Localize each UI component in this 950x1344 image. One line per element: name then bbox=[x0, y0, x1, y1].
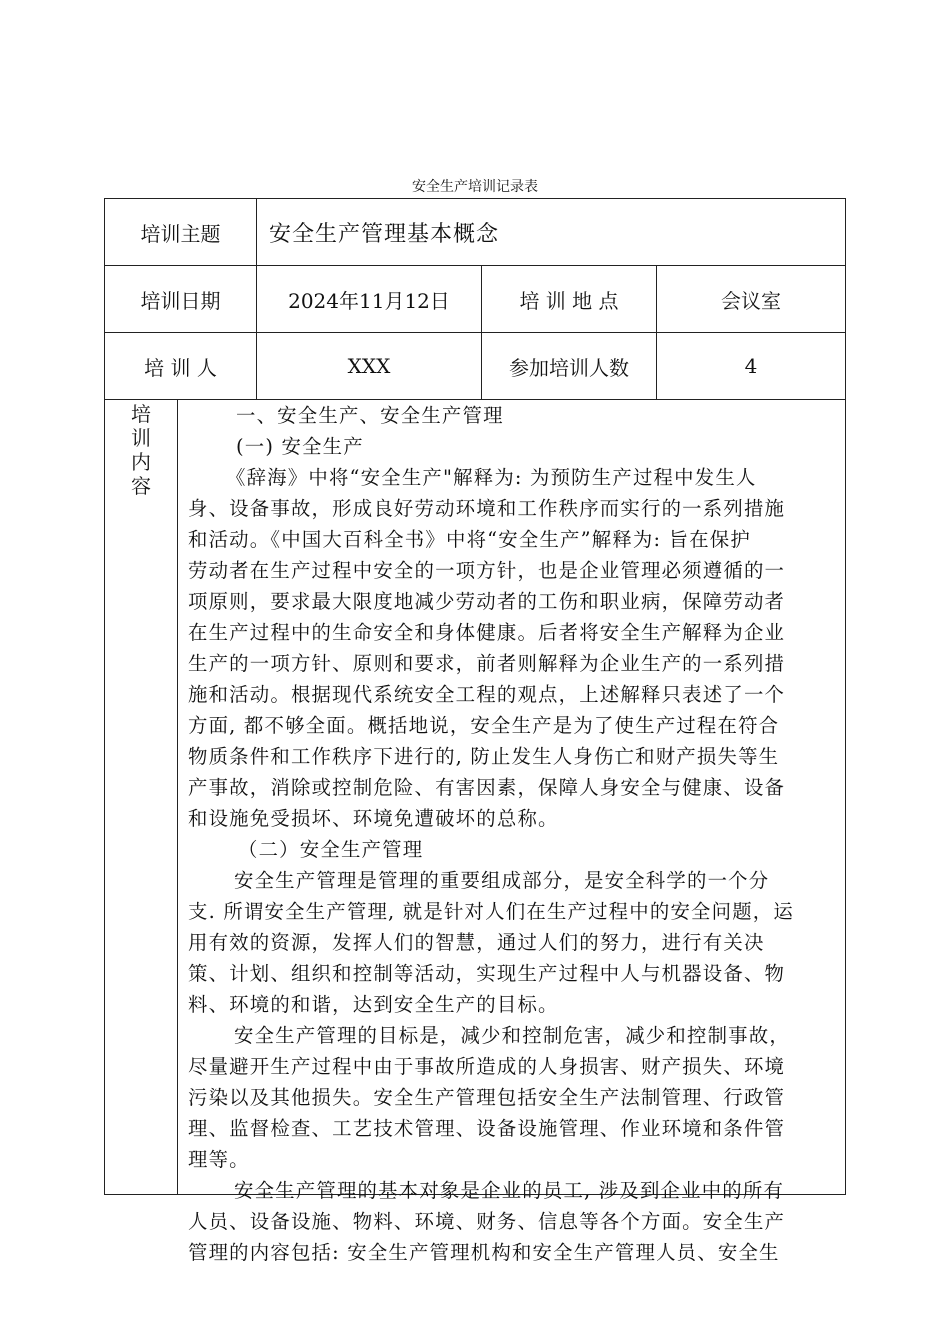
content-body bbox=[178, 400, 845, 1264]
date-label: 培训日期 bbox=[105, 266, 257, 332]
document-title: 安全生产培训记录表 bbox=[412, 179, 538, 195]
text-line: 物质条件和工作秩序下进行的, 防止发生人身伤亡和财产损失等生 bbox=[188, 745, 780, 768]
text-line: 用有效的资源，发挥人们的智慧，通过人们的努力，进行有关决 bbox=[188, 931, 765, 954]
text-line: 项原则，要求最大限度地减少劳动者的工伤和职业病，保障劳动者 bbox=[188, 590, 786, 613]
date-value: 2024年11月12日 bbox=[257, 266, 482, 332]
topic-value: 安全生产管理基本概念 bbox=[269, 221, 500, 247]
trainer-value: XXX bbox=[257, 333, 482, 399]
text-line: 理等。 bbox=[188, 1148, 250, 1171]
content-label-char: 训 bbox=[131, 426, 151, 450]
text-line: 污染以及其他损失。安全生产管理包括安全生产法制管理、行政管 bbox=[188, 1086, 786, 1109]
text-line: 安全生产管理的基本对象是企业的员工, 涉及到企业中的所有 bbox=[234, 1179, 785, 1202]
section-heading: 一、安全生产、安全生产管理 bbox=[236, 404, 504, 427]
row-date-location bbox=[105, 266, 845, 333]
subsection-heading: (一) 安全生产 bbox=[236, 435, 364, 458]
text-line: 身、设备事故，形成良好劳动环境和工作秩序而实行的一系列措施 bbox=[188, 497, 786, 520]
text-line: 人员、设备设施、物料、环境、财务、信息等各个方面。安全生产 bbox=[188, 1210, 786, 1233]
content-label bbox=[105, 400, 178, 1194]
text-line: 支. 所谓安全生产管理, 就是针对人们在生产过程中的安全问题，运 bbox=[188, 900, 794, 923]
text-line: 尽量避开生产过程中由于事故所造成的人身损害、财产损失、环境 bbox=[188, 1055, 786, 1078]
text-line: 安全生产管理是管理的重要组成部分，是安全科学的一个分 bbox=[234, 869, 770, 892]
text-line: 产事故，消除或控制危险、有害因素，保障人身安全与健康、设备 bbox=[188, 776, 786, 799]
content-label-char: 容 bbox=[131, 474, 151, 498]
text-line: 策、计划、组织和控制等活动，实现生产过程中人与机器设备、物 bbox=[188, 962, 786, 985]
subsection-heading: （二）安全生产管理 bbox=[238, 838, 424, 861]
text-line: 方面, 都不够全面。概括地说，安全生产是为了使生产过程在符合 bbox=[188, 714, 780, 737]
text-line: 在生产过程中的生命安全和身体健康。后者将安全生产解释为企业 bbox=[188, 621, 786, 644]
location-value: 会议室 bbox=[721, 288, 781, 313]
content-label-char: 培 bbox=[131, 402, 151, 426]
attendee-count-value: 4 bbox=[744, 354, 758, 378]
text-line: 劳动者在生产过程中安全的一项方针，也是企业管理必须遵循的一 bbox=[188, 559, 786, 582]
text-line: 理、监督检查、工艺技术管理、设备设施管理、作业环境和条件管 bbox=[188, 1117, 786, 1140]
row-topic bbox=[105, 199, 845, 266]
topic-label: 培训主题 bbox=[105, 199, 257, 265]
text-line: 料、环境的和谐，达到安全生产的目标。 bbox=[188, 993, 559, 1016]
row-trainer-count bbox=[105, 333, 845, 400]
attendee-count-label: 参加培训人数 bbox=[482, 333, 657, 399]
text-line: 和设施免受损坏、环境免遭破坏的总称。 bbox=[188, 807, 559, 830]
text-line: 管理的内容包括: 安全生产管理机构和安全生产管理人员、安全生 bbox=[188, 1241, 780, 1264]
training-record-table bbox=[104, 198, 846, 1264]
text-line: 安全生产管理的目标是，减少和控制危害，减少和控制事故， bbox=[234, 1024, 790, 1047]
location-label: 培 训 地 点 bbox=[482, 266, 657, 332]
text-line: 生产的一项方针、原则和要求，前者则解释为企业生产的一系列措 bbox=[188, 652, 786, 675]
trainer-label: 培 训 人 bbox=[105, 333, 257, 399]
text-line: 《辞海》中将“安全生产"解释为: 为预防生产过程中发生人 bbox=[226, 466, 757, 489]
text-line: 施和活动。根据现代系统安全工程的观点，上述解释只表述了一个 bbox=[188, 683, 786, 706]
content-label-char: 内 bbox=[131, 450, 151, 474]
row-content bbox=[105, 400, 845, 1264]
text-line: 和活动。《中国大百科全书》中将“安全生产”解释为: 旨在保护 bbox=[188, 528, 751, 551]
